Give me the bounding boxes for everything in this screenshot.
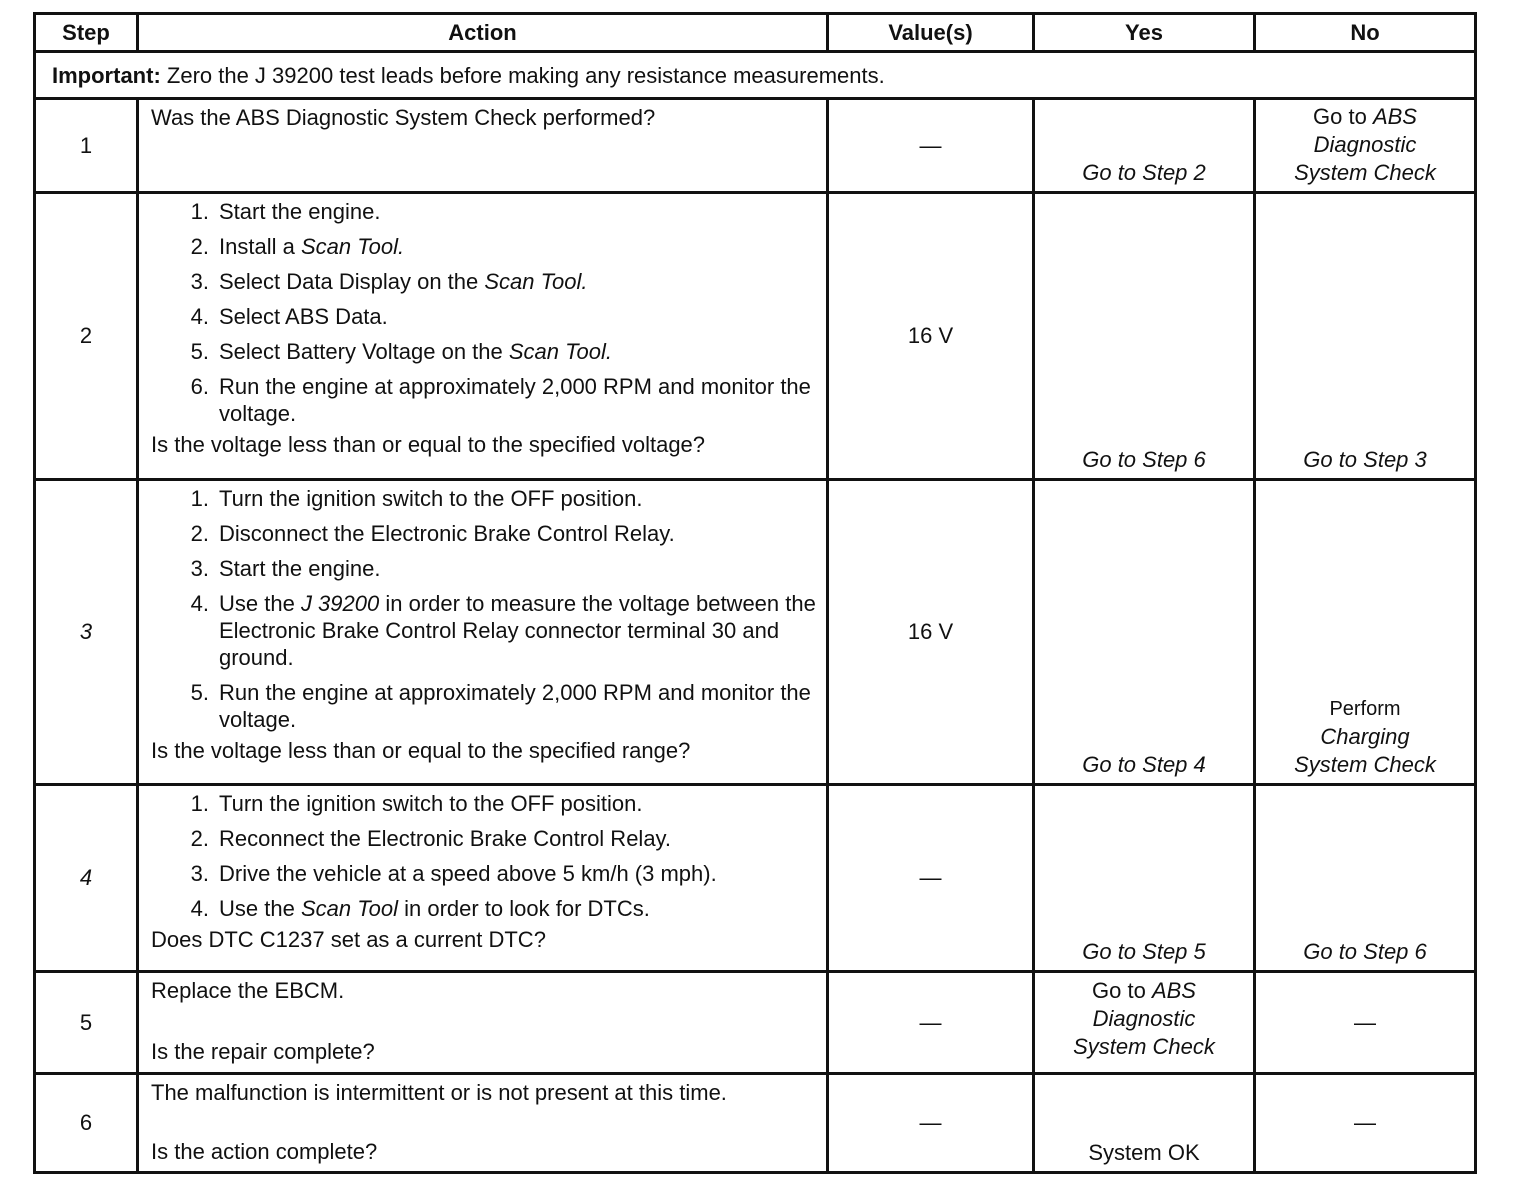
- list-item: [151, 520, 816, 547]
- step-question: Is the voltage less than or equal to the specified voltage?: [151, 432, 706, 457]
- action-content: [151, 1079, 816, 1165]
- header-values: Value(s): [828, 14, 1034, 52]
- action-cell: [138, 785, 828, 972]
- item-number: 1.: [190, 199, 209, 224]
- item-text-part: Select Data Display on the: [219, 269, 485, 294]
- item-text: Drive the vehicle at a speed above 5 km/h (3 mph).: [219, 861, 717, 886]
- action-text: The malfunction is intermittent or is not present at this time.: [151, 1080, 727, 1105]
- action-cell: [138, 193, 828, 480]
- header-row: [35, 14, 1476, 52]
- no-line-2: Diagnostic: [1313, 132, 1417, 157]
- step-question: Is the action complete?: [151, 1139, 378, 1164]
- no-line-1: ABS: [1372, 104, 1417, 129]
- yes-cell: Go to Step 2: [1034, 99, 1255, 193]
- list-item: [151, 679, 816, 733]
- list-item: [151, 303, 816, 330]
- no-cell: [1255, 480, 1476, 785]
- list-item: [151, 338, 816, 365]
- yes-line-1: ABS: [1151, 978, 1196, 1003]
- item-text: Start the engine.: [219, 556, 381, 581]
- value-cell: —: [828, 785, 1034, 972]
- step-number: 1: [35, 99, 138, 193]
- item-number: 1.: [190, 791, 209, 816]
- item-text: [219, 590, 816, 671]
- diagnostic-table: [33, 12, 1477, 1174]
- no-cell: Go to Step 6: [1255, 785, 1476, 972]
- item-number: 6.: [190, 374, 209, 399]
- action-cell: [138, 99, 828, 193]
- action-text: Replace the EBCM.: [151, 978, 345, 1003]
- step-question: Does DTC C1237 set as a current DTC?: [151, 927, 546, 952]
- item-text: Select ABS Data.: [219, 304, 388, 329]
- item-number: 3.: [190, 861, 209, 886]
- step-number: 5: [35, 972, 138, 1074]
- item-text: Disconnect the Electronic Brake Control Relay.: [219, 521, 675, 546]
- no-cell: [1255, 99, 1476, 193]
- item-number: 2.: [190, 826, 209, 851]
- no-line-3: System Check: [1294, 752, 1436, 777]
- list-item: [151, 895, 816, 922]
- table-row: [35, 480, 1476, 785]
- yes-cell: Go to Step 4: [1034, 480, 1255, 785]
- item-text: [219, 268, 816, 295]
- yes-prefix: Go to: [1092, 978, 1152, 1003]
- item-number: 2.: [190, 521, 209, 546]
- list-item: [151, 860, 816, 887]
- step-question: Is the repair complete?: [151, 1039, 375, 1064]
- step-number: 6: [35, 1074, 138, 1173]
- yes-cell: Go to Step 5: [1034, 785, 1255, 972]
- important-row: [35, 52, 1476, 99]
- item-text-part: Use the: [219, 591, 301, 616]
- step-question: Is the voltage less than or equal to the specified range?: [151, 738, 691, 763]
- value-cell: —: [828, 99, 1034, 193]
- item-text-italic: J 39200: [300, 591, 380, 616]
- item-text: Turn the ignition switch to the OFF position.: [219, 486, 643, 511]
- item-number: 5.: [190, 680, 209, 705]
- item-text-italic: Scan Tool.: [508, 339, 613, 364]
- header-step: Step: [35, 14, 138, 52]
- item-text: Run the engine at approximately 2,000 RPM and monitor the voltage.: [219, 374, 811, 426]
- list-item: [151, 268, 816, 295]
- important-text: Zero the J 39200 test leads before making any resistance measurements.: [166, 63, 885, 88]
- no-line-2: Charging: [1320, 724, 1410, 749]
- item-number: 4.: [190, 304, 209, 329]
- important-label: Important:: [52, 63, 161, 88]
- step-list: [151, 790, 816, 922]
- value-cell: 16 V: [828, 193, 1034, 480]
- yes-line-3: System Check: [1073, 1034, 1215, 1059]
- item-text: Start the engine.: [219, 199, 381, 224]
- item-text: Run the engine at approximately 2,000 RPM and monitor the voltage.: [219, 680, 811, 732]
- no-cell: Go to Step 3: [1255, 193, 1476, 480]
- action-content: [151, 977, 816, 1065]
- yes-cell: Go to Step 6: [1034, 193, 1255, 480]
- no-line-1: Perform: [1329, 698, 1401, 720]
- no-line-3: System Check: [1294, 160, 1436, 185]
- step-number: 4: [35, 785, 138, 972]
- table-row: [35, 785, 1476, 972]
- item-text-part: in order to look for DTCs.: [397, 896, 650, 921]
- no-cell: —: [1255, 972, 1476, 1074]
- item-text-italic: Scan Tool.: [484, 269, 588, 294]
- step-list: [151, 485, 816, 733]
- list-item: [151, 590, 816, 671]
- step-list: [151, 198, 816, 427]
- item-number: 2.: [190, 234, 209, 259]
- item-number: 3.: [190, 269, 209, 294]
- item-text: [219, 233, 816, 260]
- item-number: 1.: [190, 486, 209, 511]
- value-cell: —: [828, 972, 1034, 1074]
- item-text-part: Install a: [219, 234, 301, 259]
- list-item: [151, 198, 816, 225]
- table-row: [35, 1074, 1476, 1173]
- list-item: [151, 233, 816, 260]
- step-number: 3: [35, 480, 138, 785]
- no-cell: —: [1255, 1074, 1476, 1173]
- action-cell: [138, 480, 828, 785]
- item-text-italic: Scan Tool.: [300, 234, 405, 259]
- header-yes: Yes: [1034, 14, 1255, 52]
- item-text-part: in order to measure the voltage between the Electronic Brake Control Relay connector terminal 30 and ground.: [219, 591, 816, 670]
- yes-line-2: Diagnostic: [1092, 1006, 1196, 1031]
- no-prefix: Go to: [1313, 104, 1373, 129]
- item-text-part: Select Battery Voltage on the: [219, 339, 509, 364]
- item-text-part: Use the: [219, 896, 301, 921]
- action-cell: [138, 972, 828, 1074]
- yes-cell: [1034, 1074, 1255, 1173]
- list-item: [151, 825, 816, 852]
- item-text: Reconnect the Electronic Brake Control Relay.: [219, 826, 672, 851]
- list-item: [151, 555, 816, 582]
- list-item: [151, 485, 816, 512]
- item-number: 5.: [190, 339, 209, 364]
- important-note: [35, 52, 1476, 99]
- yes-cell: [1034, 972, 1255, 1074]
- item-text: [219, 895, 816, 922]
- action-cell: [138, 1074, 828, 1173]
- table-row: [35, 193, 1476, 480]
- item-text: Turn the ignition switch to the OFF position.: [219, 791, 643, 816]
- item-number: 4.: [190, 591, 209, 616]
- table-row: [35, 972, 1476, 1074]
- item-text: [219, 338, 816, 365]
- item-text-italic: Scan Tool: [300, 896, 398, 921]
- header-no: No: [1255, 14, 1476, 52]
- table-row: [35, 99, 1476, 193]
- list-item: [151, 373, 816, 427]
- yes-text: System OK: [1088, 1140, 1200, 1165]
- list-item: [151, 790, 816, 817]
- step-number: 2: [35, 193, 138, 480]
- value-cell: —: [828, 1074, 1034, 1173]
- step-question: Was the ABS Diagnostic System Check performed?: [151, 105, 656, 130]
- header-action: Action: [138, 14, 828, 52]
- item-number: 4.: [190, 896, 209, 921]
- value-cell: 16 V: [828, 480, 1034, 785]
- item-number: 3.: [190, 556, 209, 581]
